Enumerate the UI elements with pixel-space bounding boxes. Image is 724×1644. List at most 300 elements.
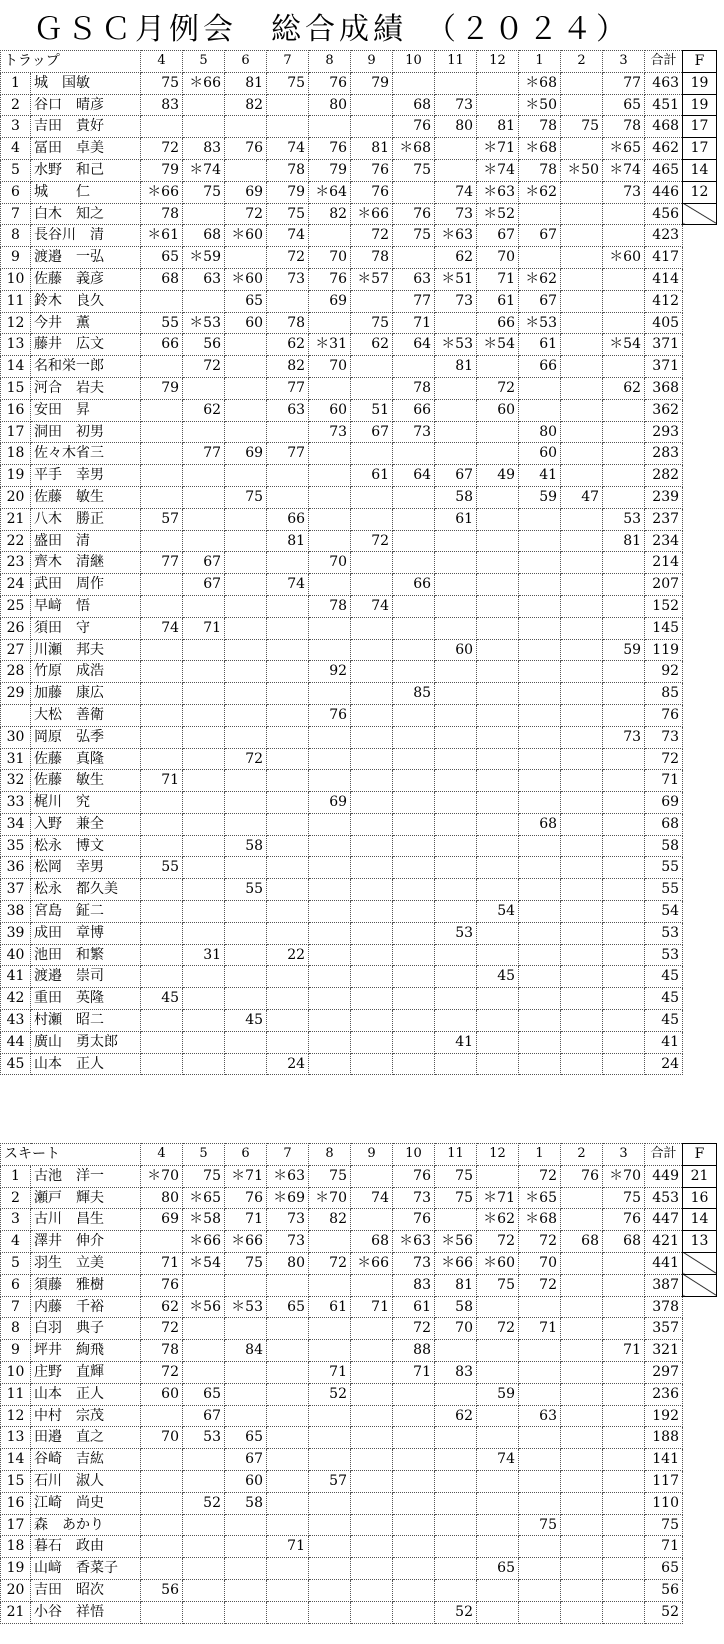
table-row bbox=[1, 356, 717, 378]
score-cell bbox=[603, 203, 645, 225]
score-cell bbox=[435, 748, 477, 770]
name-cell: 谷口 晴彦 bbox=[31, 94, 141, 116]
total-cell: 56 bbox=[645, 1579, 683, 1601]
score-cell bbox=[603, 1274, 645, 1296]
total-cell: 387 bbox=[645, 1274, 683, 1296]
table-row bbox=[1, 1340, 717, 1362]
rank-cell: 45 bbox=[1, 1053, 31, 1075]
name-cell: 成田 章博 bbox=[31, 922, 141, 944]
name-cell: 廣山 勇太郎 bbox=[31, 1031, 141, 1053]
score-cell: 77 bbox=[267, 377, 309, 399]
score-cell bbox=[477, 1010, 519, 1032]
score-cell bbox=[519, 944, 561, 966]
trap-section-label: トラップ bbox=[1, 51, 141, 73]
score-cell: 74 bbox=[267, 574, 309, 596]
score-cell bbox=[309, 966, 351, 988]
table-row bbox=[1, 683, 717, 705]
score-cell bbox=[435, 683, 477, 705]
score-cell: 67 bbox=[519, 225, 561, 247]
score-cell bbox=[603, 1318, 645, 1340]
rank-cell: 17 bbox=[1, 421, 31, 443]
rank-cell: 21 bbox=[1, 1601, 31, 1623]
name-cell: 佐藤 真隆 bbox=[31, 748, 141, 770]
score-cell: 80 bbox=[141, 1187, 183, 1209]
score-cell bbox=[183, 748, 225, 770]
score-cell bbox=[477, 639, 519, 661]
score-cell: 68 bbox=[141, 268, 183, 290]
score-cell bbox=[435, 1470, 477, 1492]
score-cell: ＊70 bbox=[141, 1165, 183, 1187]
f-cell-empty bbox=[683, 1296, 717, 1318]
score-cell: 73 bbox=[309, 421, 351, 443]
score-cell: 69 bbox=[225, 443, 267, 465]
score-cell: 73 bbox=[435, 290, 477, 312]
score-cell bbox=[267, 486, 309, 508]
score-cell bbox=[225, 508, 267, 530]
score-cell bbox=[267, 1340, 309, 1362]
score-cell bbox=[393, 922, 435, 944]
score-cell: 74 bbox=[351, 595, 393, 617]
table-row bbox=[1, 901, 717, 923]
score-cell bbox=[267, 1492, 309, 1514]
score-cell bbox=[141, 1053, 183, 1075]
month-header: 5 bbox=[183, 51, 225, 73]
month-header: 1 bbox=[519, 51, 561, 73]
score-cell bbox=[183, 1010, 225, 1032]
table-row bbox=[1, 835, 717, 857]
score-cell bbox=[351, 377, 393, 399]
score-cell bbox=[183, 203, 225, 225]
score-cell bbox=[393, 1449, 435, 1471]
score-cell bbox=[519, 1010, 561, 1032]
score-cell bbox=[225, 661, 267, 683]
score-cell: 73 bbox=[435, 94, 477, 116]
score-cell bbox=[267, 835, 309, 857]
table-row bbox=[1, 334, 717, 356]
score-cell bbox=[477, 72, 519, 94]
score-cell bbox=[603, 1492, 645, 1514]
score-cell bbox=[519, 770, 561, 792]
score-cell bbox=[393, 661, 435, 683]
total-cell: 447 bbox=[645, 1209, 683, 1231]
score-cell: 75 bbox=[477, 1274, 519, 1296]
score-cell bbox=[477, 1579, 519, 1601]
score-cell bbox=[309, 443, 351, 465]
f-cell-empty bbox=[683, 334, 717, 356]
total-cell: 297 bbox=[645, 1361, 683, 1383]
name-cell: 羽生 立美 bbox=[31, 1252, 141, 1274]
rank-cell: 16 bbox=[1, 1492, 31, 1514]
score-cell bbox=[225, 966, 267, 988]
score-cell bbox=[561, 1318, 603, 1340]
score-cell bbox=[519, 922, 561, 944]
score-cell bbox=[351, 813, 393, 835]
total-cell: 119 bbox=[645, 639, 683, 661]
score-cell bbox=[183, 377, 225, 399]
score-cell: 77 bbox=[183, 443, 225, 465]
score-cell: 78 bbox=[519, 159, 561, 181]
score-cell bbox=[435, 1492, 477, 1514]
table-row bbox=[1, 552, 717, 574]
f-cell-empty bbox=[683, 1558, 717, 1580]
f-cell-empty bbox=[683, 443, 717, 465]
score-cell bbox=[351, 1340, 393, 1362]
rank-cell: 5 bbox=[1, 159, 31, 181]
score-cell: 70 bbox=[309, 247, 351, 269]
score-cell bbox=[267, 988, 309, 1010]
score-cell: ＊53 bbox=[183, 312, 225, 334]
score-cell bbox=[351, 486, 393, 508]
score-cell: ＊68 bbox=[393, 138, 435, 160]
rank-cell: 37 bbox=[1, 879, 31, 901]
score-cell bbox=[309, 116, 351, 138]
score-cell bbox=[309, 944, 351, 966]
score-cell bbox=[603, 443, 645, 465]
score-cell bbox=[183, 1318, 225, 1340]
score-cell bbox=[603, 1470, 645, 1492]
score-cell bbox=[309, 748, 351, 770]
rank-cell: 16 bbox=[1, 399, 31, 421]
score-cell: 73 bbox=[603, 181, 645, 203]
score-cell bbox=[351, 835, 393, 857]
name-cell: 入野 兼全 bbox=[31, 813, 141, 835]
score-cell bbox=[393, 857, 435, 879]
score-cell bbox=[267, 595, 309, 617]
score-cell bbox=[477, 617, 519, 639]
score-cell bbox=[393, 792, 435, 814]
score-cell: 55 bbox=[141, 857, 183, 879]
score-cell: ＊63 bbox=[393, 1231, 435, 1253]
score-cell: 59 bbox=[477, 1383, 519, 1405]
total-cell: 52 bbox=[645, 1601, 683, 1623]
rank-cell: 42 bbox=[1, 988, 31, 1010]
score-cell: ＊74 bbox=[183, 159, 225, 181]
score-cell: 75 bbox=[435, 1165, 477, 1187]
name-cell: 城 国敏 bbox=[31, 72, 141, 94]
score-cell bbox=[561, 661, 603, 683]
score-cell bbox=[393, 72, 435, 94]
score-cell: ＊66 bbox=[351, 203, 393, 225]
score-cell bbox=[561, 465, 603, 487]
total-cell: 110 bbox=[645, 1492, 683, 1514]
score-cell bbox=[141, 290, 183, 312]
score-cell bbox=[477, 1492, 519, 1514]
f-cell-empty bbox=[683, 792, 717, 814]
score-cell: 52 bbox=[183, 1492, 225, 1514]
f-cell-empty bbox=[683, 356, 717, 378]
score-cell bbox=[225, 1274, 267, 1296]
f-cell-empty bbox=[683, 1340, 717, 1362]
table-row bbox=[1, 1601, 717, 1623]
score-cell: 76 bbox=[393, 1209, 435, 1231]
score-cell bbox=[477, 1031, 519, 1053]
score-cell: 52 bbox=[435, 1601, 477, 1623]
score-cell bbox=[225, 857, 267, 879]
rank-cell: 2 bbox=[1, 1187, 31, 1209]
score-cell: 56 bbox=[183, 334, 225, 356]
table-row bbox=[1, 1579, 717, 1601]
score-cell bbox=[561, 138, 603, 160]
score-cell bbox=[351, 857, 393, 879]
score-cell bbox=[309, 1318, 351, 1340]
month-header: 12 bbox=[477, 1144, 519, 1166]
month-header: 10 bbox=[393, 51, 435, 73]
score-cell bbox=[141, 595, 183, 617]
score-cell: ＊53 bbox=[435, 334, 477, 356]
total-cell: 68 bbox=[645, 813, 683, 835]
score-cell bbox=[393, 1514, 435, 1536]
name-cell: 渡邉 崇司 bbox=[31, 966, 141, 988]
f-cell: 12 bbox=[683, 181, 717, 203]
score-cell bbox=[435, 530, 477, 552]
score-cell bbox=[267, 1514, 309, 1536]
score-cell bbox=[519, 1449, 561, 1471]
score-cell bbox=[225, 922, 267, 944]
month-header: 9 bbox=[351, 51, 393, 73]
score-cell bbox=[561, 421, 603, 443]
score-cell bbox=[225, 530, 267, 552]
score-cell: 47 bbox=[561, 486, 603, 508]
score-cell bbox=[435, 595, 477, 617]
score-cell bbox=[351, 748, 393, 770]
score-cell bbox=[267, 290, 309, 312]
score-cell bbox=[309, 1492, 351, 1514]
total-cell: 53 bbox=[645, 922, 683, 944]
score-cell: 79 bbox=[351, 72, 393, 94]
score-cell: 75 bbox=[267, 203, 309, 225]
table-row bbox=[1, 1031, 717, 1053]
total-cell: 92 bbox=[645, 661, 683, 683]
score-cell bbox=[141, 1492, 183, 1514]
score-cell bbox=[225, 334, 267, 356]
total-cell: 152 bbox=[645, 595, 683, 617]
score-cell bbox=[519, 1427, 561, 1449]
score-cell: 73 bbox=[435, 203, 477, 225]
score-cell bbox=[351, 1536, 393, 1558]
score-cell bbox=[183, 726, 225, 748]
score-cell bbox=[309, 1405, 351, 1427]
score-cell bbox=[435, 879, 477, 901]
score-cell bbox=[393, 726, 435, 748]
table-row bbox=[1, 203, 717, 225]
name-cell: 小谷 祥悟 bbox=[31, 1601, 141, 1623]
score-cell: 62 bbox=[603, 377, 645, 399]
f-cell-empty bbox=[683, 377, 717, 399]
name-cell: 松永 都久美 bbox=[31, 879, 141, 901]
score-cell bbox=[519, 1470, 561, 1492]
score-cell bbox=[183, 661, 225, 683]
score-cell bbox=[519, 1340, 561, 1362]
score-cell bbox=[393, 443, 435, 465]
score-cell bbox=[519, 835, 561, 857]
score-cell: 62 bbox=[141, 1296, 183, 1318]
score-cell: 78 bbox=[309, 595, 351, 617]
score-cell bbox=[183, 835, 225, 857]
f-cell-empty bbox=[683, 1361, 717, 1383]
score-cell bbox=[435, 377, 477, 399]
score-cell: 67 bbox=[351, 421, 393, 443]
score-cell bbox=[309, 377, 351, 399]
score-cell bbox=[603, 770, 645, 792]
table-row bbox=[1, 922, 717, 944]
score-cell bbox=[309, 1274, 351, 1296]
score-cell bbox=[183, 1340, 225, 1362]
score-cell: ＊66 bbox=[225, 1231, 267, 1253]
score-cell bbox=[351, 1558, 393, 1580]
score-cell bbox=[603, 857, 645, 879]
score-cell: 66 bbox=[477, 312, 519, 334]
table-row bbox=[1, 1514, 717, 1536]
score-cell bbox=[603, 1053, 645, 1075]
name-cell: 村瀬 昭二 bbox=[31, 1010, 141, 1032]
score-cell: 83 bbox=[393, 1274, 435, 1296]
score-cell bbox=[561, 1361, 603, 1383]
score-cell bbox=[603, 1383, 645, 1405]
score-cell: 75 bbox=[225, 486, 267, 508]
score-cell bbox=[477, 748, 519, 770]
score-cell bbox=[561, 792, 603, 814]
score-cell: ＊59 bbox=[183, 247, 225, 269]
score-cell bbox=[309, 726, 351, 748]
score-cell: 72 bbox=[519, 1165, 561, 1187]
score-cell bbox=[477, 857, 519, 879]
score-cell bbox=[603, 399, 645, 421]
table-row bbox=[1, 508, 717, 530]
table-row bbox=[1, 1427, 717, 1449]
score-cell: 81 bbox=[225, 72, 267, 94]
score-cell bbox=[603, 225, 645, 247]
score-cell bbox=[393, 748, 435, 770]
score-cell bbox=[267, 94, 309, 116]
score-cell bbox=[561, 1470, 603, 1492]
table-row bbox=[1, 966, 717, 988]
total-cell: 293 bbox=[645, 421, 683, 443]
score-cell bbox=[561, 835, 603, 857]
table-row bbox=[1, 486, 717, 508]
score-cell bbox=[309, 1053, 351, 1075]
score-cell bbox=[393, 181, 435, 203]
month-header: 11 bbox=[435, 51, 477, 73]
score-cell bbox=[603, 1031, 645, 1053]
score-cell bbox=[225, 116, 267, 138]
score-cell: 70 bbox=[309, 552, 351, 574]
score-cell bbox=[603, 1361, 645, 1383]
total-cell: 446 bbox=[645, 181, 683, 203]
f-cell-empty bbox=[683, 465, 717, 487]
score-cell bbox=[225, 901, 267, 923]
score-cell: 51 bbox=[351, 399, 393, 421]
rank-cell: 13 bbox=[1, 1427, 31, 1449]
score-cell: 61 bbox=[351, 465, 393, 487]
name-cell: 渡邉 一弘 bbox=[31, 247, 141, 269]
score-cell bbox=[603, 792, 645, 814]
score-cell: 53 bbox=[183, 1427, 225, 1449]
score-cell: 65 bbox=[477, 1558, 519, 1580]
score-cell bbox=[309, 617, 351, 639]
score-cell bbox=[267, 1031, 309, 1053]
score-cell bbox=[309, 1231, 351, 1253]
score-cell: 81 bbox=[603, 530, 645, 552]
score-cell: 70 bbox=[309, 356, 351, 378]
f-cell-empty bbox=[683, 1405, 717, 1427]
score-cell: 60 bbox=[309, 399, 351, 421]
f-cell-empty bbox=[683, 247, 717, 269]
total-cell: 41 bbox=[645, 1031, 683, 1053]
score-cell: ＊53 bbox=[225, 1296, 267, 1318]
score-cell bbox=[519, 661, 561, 683]
f-cell-empty bbox=[683, 574, 717, 596]
score-cell bbox=[141, 639, 183, 661]
rank-cell: 9 bbox=[1, 247, 31, 269]
name-cell: 須藤 雅樹 bbox=[31, 1274, 141, 1296]
score-cell bbox=[435, 661, 477, 683]
score-cell bbox=[519, 508, 561, 530]
score-cell bbox=[393, 835, 435, 857]
total-cell: 207 bbox=[645, 574, 683, 596]
score-cell: 71 bbox=[267, 1536, 309, 1558]
score-cell: 76 bbox=[393, 1165, 435, 1187]
name-cell: 田邉 直之 bbox=[31, 1427, 141, 1449]
total-cell: 449 bbox=[645, 1165, 683, 1187]
score-cell: ＊62 bbox=[519, 181, 561, 203]
rank-cell: 14 bbox=[1, 1449, 31, 1471]
table-row bbox=[1, 181, 717, 203]
score-cell bbox=[393, 247, 435, 269]
score-cell: ＊74 bbox=[603, 159, 645, 181]
score-cell: 62 bbox=[183, 399, 225, 421]
score-cell bbox=[183, 813, 225, 835]
score-cell bbox=[267, 639, 309, 661]
score-cell: 75 bbox=[351, 312, 393, 334]
score-cell: 73 bbox=[267, 1209, 309, 1231]
rank-cell: 3 bbox=[1, 116, 31, 138]
table-row bbox=[1, 1010, 717, 1032]
total-cell: 282 bbox=[645, 465, 683, 487]
score-cell: 70 bbox=[519, 1252, 561, 1274]
name-cell: 須田 守 bbox=[31, 617, 141, 639]
score-cell bbox=[561, 1579, 603, 1601]
score-cell: 63 bbox=[267, 399, 309, 421]
rank-cell: 38 bbox=[1, 901, 31, 923]
score-cell bbox=[141, 530, 183, 552]
trap-header-row bbox=[1, 51, 717, 73]
f-cell-empty bbox=[683, 661, 717, 683]
name-cell: 今井 薫 bbox=[31, 312, 141, 334]
score-cell bbox=[561, 94, 603, 116]
f-cell-empty bbox=[683, 922, 717, 944]
score-cell: 85 bbox=[393, 683, 435, 705]
score-cell bbox=[351, 356, 393, 378]
score-cell bbox=[267, 421, 309, 443]
table-row bbox=[1, 443, 717, 465]
score-cell bbox=[183, 530, 225, 552]
rank-cell: 3 bbox=[1, 1209, 31, 1231]
total-cell: 117 bbox=[645, 1470, 683, 1492]
score-cell bbox=[309, 1514, 351, 1536]
month-header: 3 bbox=[603, 1144, 645, 1166]
score-cell: 65 bbox=[183, 1383, 225, 1405]
score-cell: 72 bbox=[477, 377, 519, 399]
score-cell: 31 bbox=[183, 944, 225, 966]
score-cell bbox=[603, 268, 645, 290]
score-cell bbox=[351, 1031, 393, 1053]
score-cell bbox=[477, 1340, 519, 1362]
score-cell: 71 bbox=[141, 770, 183, 792]
table-row bbox=[1, 1231, 717, 1253]
score-cell: 60 bbox=[477, 399, 519, 421]
score-cell bbox=[351, 922, 393, 944]
score-cell bbox=[351, 1361, 393, 1383]
